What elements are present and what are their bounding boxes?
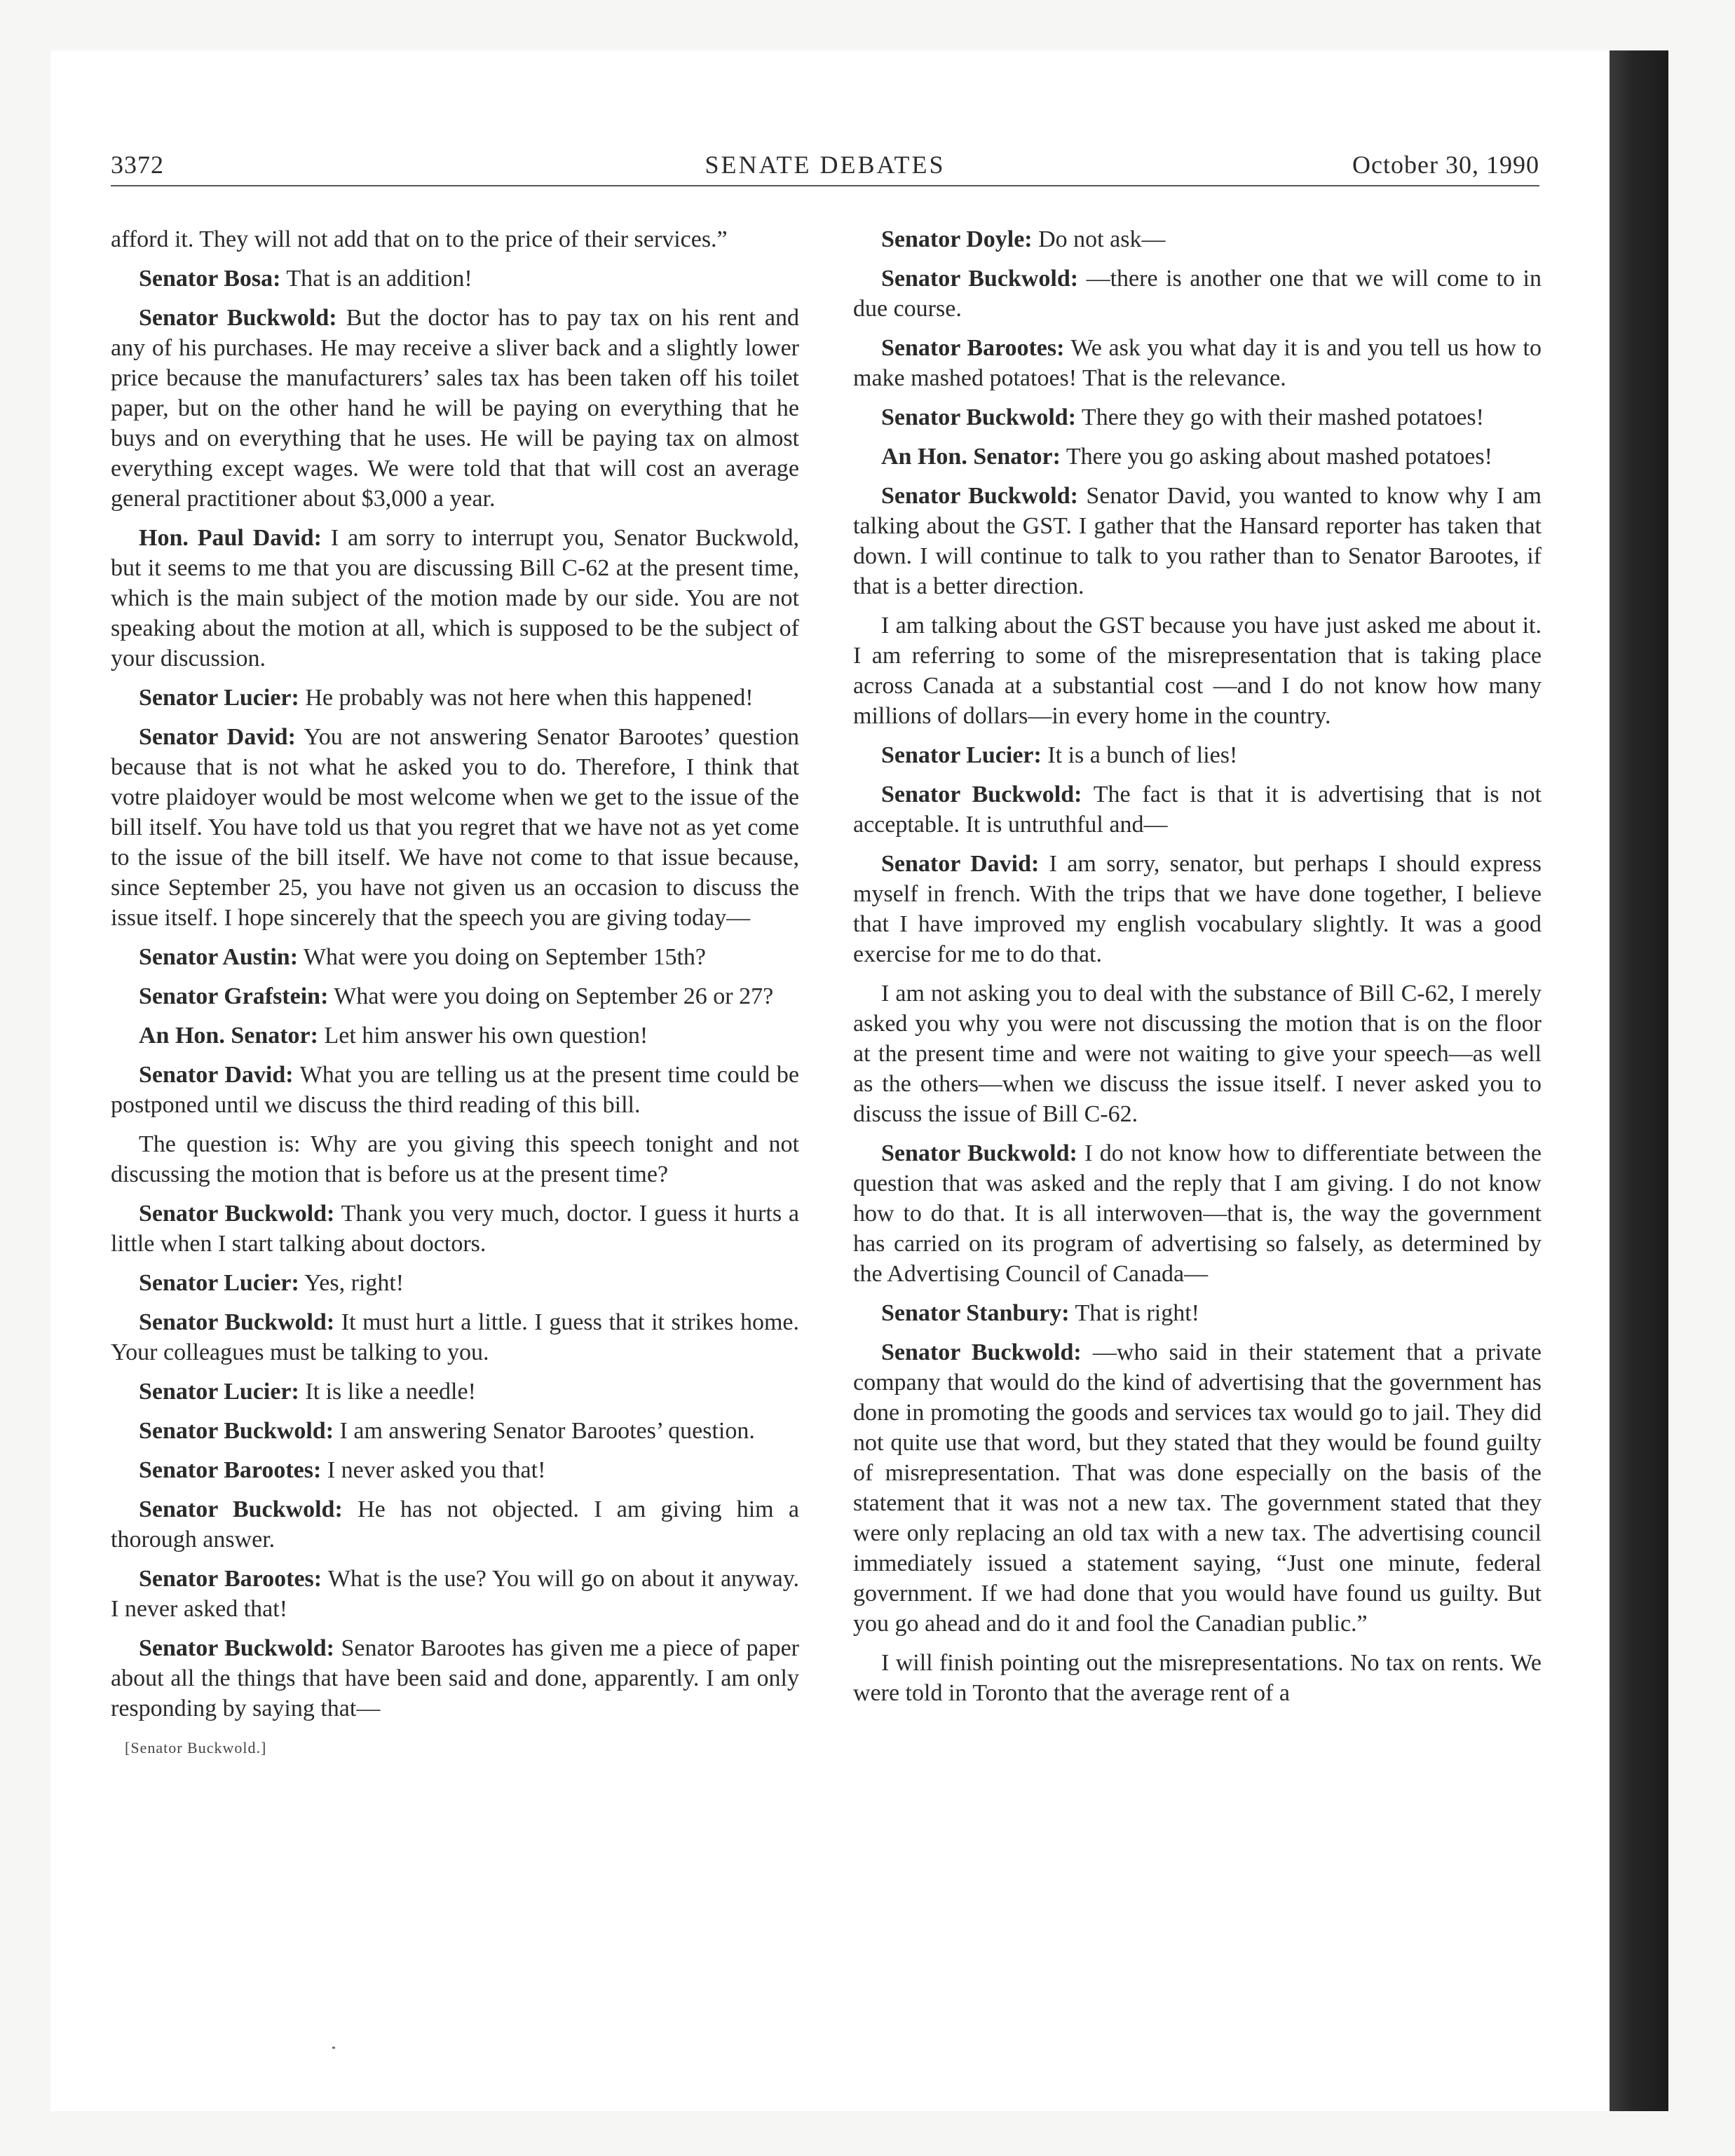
speech-text: It must hurt a little. I guess that it strikes home. Your colleagues must be talking to you. [111, 1309, 800, 1365]
hansard-paragraph [111, 981, 799, 1011]
speaker-name: An Hon. Senator: [881, 444, 1061, 470]
speech-text: I do not know how to differentiate between the question that was asked and the reply that I am giving. I do not know how to do that. It is all interwoven—that is, the way the government has carried on its program of advertising so falsely, as determined by the Advertising Council of Canada— [853, 1140, 1542, 1287]
speech-text: He probably was not here when this happened! [305, 685, 754, 711]
speech-text: I am sorry, senator, but perhaps I should express myself in french. With the trips that we have done together, I believe that I have improved my english vocabulary slightly. It was a good exercise for me to do that. [853, 851, 1542, 967]
speaker-name: Senator David: [139, 724, 296, 750]
speech-text: What were you doing on September 26 or 27? [334, 983, 774, 1009]
hansard-paragraph [111, 523, 799, 674]
speech-text: But the doctor has to pay tax on his rent and any of his purchases. He may receive a sliver back and a slightly lower price because the manufacturers’ sales tax has been taken off his toilet paper, but on the other hand he will be paying on everything that he buys and on everything that he uses. He will be paying tax on almost everything except wages. We were told that that will cost an average general practitioner about $3,000 a year. [111, 305, 800, 512]
speaker-name: Senator Buckwold: [139, 305, 337, 331]
hansard-paragraph [853, 264, 1542, 324]
binding-edge [1610, 50, 1668, 2111]
left-column [111, 224, 799, 1763]
speaker-name: Senator Stanbury: [881, 1300, 1070, 1326]
hansard-paragraph [111, 1633, 799, 1724]
hansard-paragraph [853, 224, 1542, 254]
speaker-name: Senator Buckwold: [881, 782, 1082, 807]
speech-text: Yes, right! [304, 1270, 404, 1296]
hansard-paragraph [853, 402, 1542, 432]
speech-text: That is an addition! [286, 266, 472, 292]
speaker-name: Senator Austin: [139, 944, 299, 970]
hansard-paragraph [111, 264, 799, 294]
speaker-name: Senator Buckwold: [139, 1418, 334, 1444]
speaker-name: An Hon. Senator: [139, 1023, 318, 1049]
speech-text: —there is another one that we will come to in due course. [853, 266, 1542, 322]
speech-text: What you are telling us at the present time could be postponed until we discuss the third reading of this bill. [111, 1062, 799, 1118]
speaker-name: Senator Barootes: [139, 1566, 322, 1592]
speaker-footnote: [Senator Buckwold.] [125, 1739, 267, 1756]
speaker-name: Senator Grafstein: [139, 983, 329, 1009]
hansard-paragraph [111, 1268, 799, 1298]
speaker-name: Senator Buckwold: [881, 1140, 1077, 1166]
hansard-paragraph [853, 1298, 1542, 1328]
speaker-name: Senator Lucier: [881, 742, 1042, 768]
hansard-paragraph [111, 722, 799, 933]
hansard-paragraph [853, 442, 1542, 472]
page-number: 3372 [111, 151, 164, 179]
speech-text: I am not asking you to deal with the substance of Bill C-62, I merely asked you why you were not discussing the motion that is on the floor at the present time and were not waiting to give your speech—as well as the others—when we discuss the issue itself. I never asked you to discuss the issue of Bill C-62. [853, 981, 1542, 1127]
speech-text: That is right! [1075, 1300, 1200, 1326]
hansard-paragraph [111, 1564, 799, 1624]
speech-text: He has not objected. I am giving him a thorough answer. [111, 1496, 799, 1553]
speech-text: There they go with their mashed potatoes! [1081, 404, 1484, 430]
hansard-paragraph [111, 942, 799, 972]
hansard-paragraph [853, 740, 1542, 770]
speech-text: I will finish pointing out the misrepresentations. No tax on rents. We were told in Toronto that the average rent of a [853, 1650, 1542, 1706]
scan-speck [332, 2047, 335, 2049]
speaker-name: Senator Bosa: [139, 266, 281, 292]
hansard-paragraph [111, 224, 799, 254]
speaker-name: Senator Doyle: [881, 226, 1033, 252]
speaker-name: Senator Buckwold: [139, 1635, 334, 1661]
speech-text: What were you doing on September 15th? [303, 944, 706, 970]
speech-text: Senator David, you wanted to know why I am talking about the GST. I gather that the Hansard reporter has taken that down. I will continue to talk to you rather than to Senator Barootes, if that is a better direction. [853, 483, 1542, 599]
hansard-paragraph [111, 1199, 799, 1259]
speech-text: You are not answering Senator Barootes’ question because that is not what he asked you to do. Therefore, I think that votre plaidoyer would be most welcome when we get to the issue of the bill itself. You have told us that you regret that we have not as yet come to the issue of the bill itself. We have not come to that issue because, since September 25, you have not given us an occasion to discuss the issue itself. I hope sincerely that the speech you are giving today— [111, 724, 799, 931]
right-column [853, 224, 1542, 1717]
hansard-paragraph [853, 1138, 1542, 1289]
speaker-name: Senator Lucier: [139, 685, 299, 711]
speaker-name: Senator Buckwold: [139, 1201, 335, 1227]
speaker-name: Hon. Paul David: [139, 525, 322, 551]
speech-text: I am answering Senator Barootes’ question. [339, 1418, 755, 1444]
hansard-paragraph [111, 1416, 799, 1446]
speech-text: The fact is that it is advertising that is not acceptable. It is untruthful and— [853, 782, 1542, 838]
publication-title: SENATE DEBATES [705, 151, 946, 179]
hansard-paragraph [853, 610, 1542, 731]
hansard-paragraph [853, 779, 1542, 840]
speech-text: I am sorry to interrupt you, Senator Buckwold, but it seems to me that you are discussing Bill C-62 at the present time, which is the main subject of the motion made by our side. You are not speaking about the motion at all, which is supposed to be the subject of your discussion. [111, 525, 799, 671]
hansard-paragraph [853, 333, 1542, 393]
hansard-paragraph [853, 481, 1542, 601]
hansard-paragraph [853, 849, 1542, 969]
speech-text: I am talking about the GST because you have just asked me about it. I am referring to some of the misrepresentation that is taking place across Canada at a substantial cost —and I do not know how many millions of dollars—in every home in the country. [853, 613, 1542, 729]
hansard-paragraph [111, 1021, 799, 1051]
hansard-paragraph [111, 303, 799, 514]
speaker-name: Senator Lucier: [139, 1379, 299, 1405]
speaker-name: Senator Buckwold: [881, 483, 1078, 509]
hansard-paragraph [853, 1337, 1542, 1639]
hansard-paragraph [111, 1129, 799, 1189]
speaker-name: Senator Lucier: [139, 1270, 299, 1296]
speech-text: There you go asking about mashed potatoes! [1066, 444, 1492, 470]
speaker-name: Senator David: [139, 1062, 294, 1088]
hansard-paragraph [111, 1307, 799, 1367]
hansard-paragraph [111, 1060, 799, 1120]
speaker-name: Senator Buckwold: [881, 1339, 1082, 1365]
speaker-name: Senator Buckwold: [139, 1309, 335, 1335]
speaker-name: Senator David: [881, 851, 1040, 877]
speech-text: We ask you what day it is and you tell us how to make mashed potatoes! That is the relevance. [853, 335, 1542, 391]
hansard-paragraph [111, 1455, 799, 1485]
speaker-name: Senator Barootes: [139, 1457, 322, 1483]
page-header [111, 146, 1539, 186]
speech-text: Thank you very much, doctor. I guess it hurts a little when I start talking about doctors. [111, 1201, 800, 1257]
speech-text: afford it. They will not add that on to the price of their services.” [111, 226, 728, 252]
speech-text: It is a bunch of lies! [1047, 742, 1238, 768]
hansard-paragraph [111, 683, 799, 713]
speech-text: Let him answer his own question! [324, 1023, 648, 1049]
hansard-paragraph [853, 978, 1542, 1129]
speech-text: The question is: Why are you giving this speech tonight and not discussing the motion that is before us at the present time? [111, 1131, 799, 1187]
speech-text: —who said in their statement that a private company that would do the kind of advertising that the government has done in promoting the goods and services tax would go to jail. They did not quite use that word, but they stated that they would be found guilty of misrepresentation. That was done especially on the basis of the statement that it was not a new tax. The government stated that they were only replacing an old tax with a new tax. The advertising council immediately issued a statement saying, “Just one minute, federal government. If we had done that you would have found us guilty. But you go ahead and do it and fool the Canadian public.” [853, 1339, 1542, 1637]
speaker-name: Senator Barootes: [881, 335, 1065, 361]
speech-text: Do not ask— [1038, 226, 1166, 252]
speaker-name: Senator Buckwold: [881, 266, 1079, 292]
speech-text: I never asked you that! [327, 1457, 546, 1483]
hansard-paragraph [853, 1648, 1542, 1708]
hansard-paragraph [111, 1377, 799, 1407]
speech-text: It is like a needle! [305, 1379, 476, 1405]
header-date: October 30, 1990 [1352, 151, 1539, 179]
hansard-paragraph [111, 1494, 799, 1555]
speech-text: Senator Barootes has given me a piece of paper about all the things that have been said and done, apparently. I am only responding by saying that— [111, 1635, 799, 1721]
speaker-name: Senator Buckwold: [139, 1496, 343, 1522]
speaker-name: Senator Buckwold: [881, 404, 1077, 430]
speech-text: What is the use? You will go on about it anyway. I never asked that! [111, 1566, 799, 1622]
